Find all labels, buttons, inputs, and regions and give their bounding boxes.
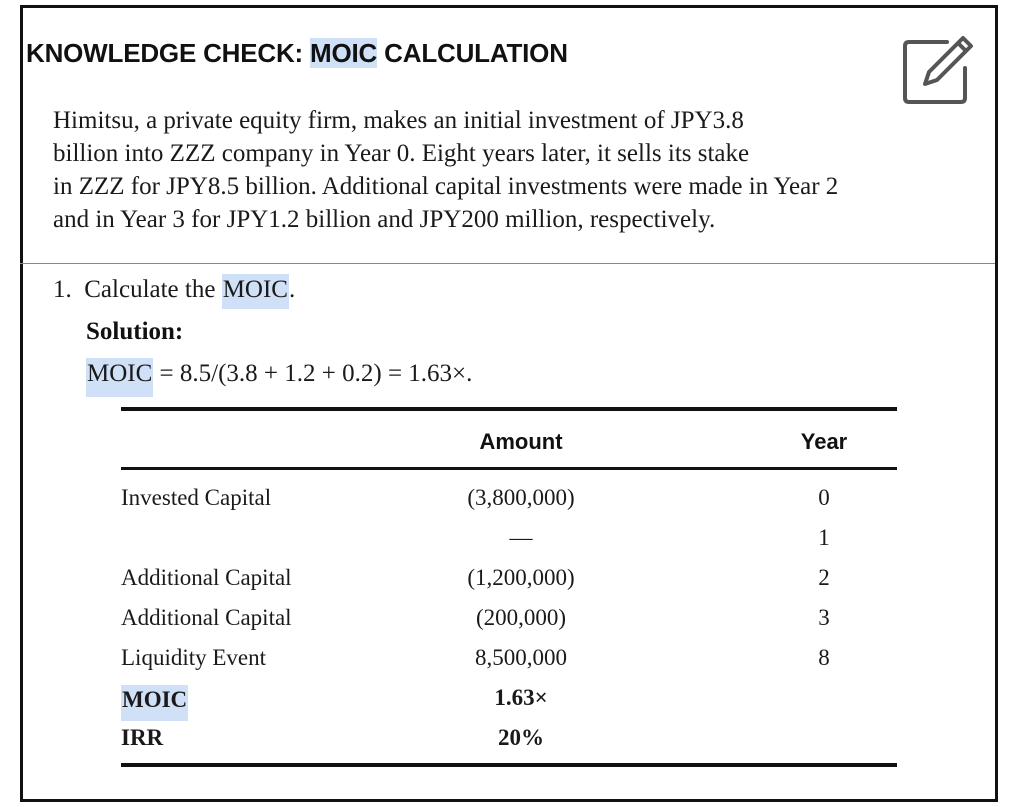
table-row	[121, 485, 897, 525]
solution-formula	[86, 360, 472, 388]
page-title	[26, 38, 568, 69]
intro-line: in ZZZ for JPY8.5 billion. Additional capital investments were made in Year 2	[53, 173, 839, 200]
row-amount: (1,200,000)	[467, 565, 575, 590]
intro-paragraph	[53, 104, 988, 236]
title-highlight: MOIC	[310, 38, 378, 68]
intro-line: billion into ZZZ company in Year 0. Eight years later, it sells its stake	[53, 140, 750, 167]
row-label: Additional Capital	[121, 565, 292, 590]
edit-icon[interactable]	[903, 32, 975, 104]
table-row	[121, 605, 897, 645]
row-amount: 20%	[498, 725, 544, 750]
row-amount: 1.63×	[494, 685, 548, 710]
solution-label: Solution:	[86, 318, 184, 345]
table-row-irr	[121, 725, 897, 765]
row-amount: 8,500,000	[475, 645, 567, 670]
table-header-year: Year	[800, 429, 848, 454]
row-amount: —	[509, 525, 533, 550]
formula-highlight: MOIC	[86, 358, 153, 397]
table-row-moic	[121, 685, 897, 725]
formula-rest: = 8.5/(3.8 + 1.2 + 0.2) = 1.63×.	[153, 360, 473, 387]
row-amount: (3,800,000)	[467, 485, 575, 510]
knowledge-check-box	[20, 5, 998, 802]
question-text-prefix: Calculate the	[84, 276, 222, 303]
title-suffix: CALCULATION	[377, 38, 568, 68]
question-1	[53, 276, 295, 304]
question-number: 1.	[53, 276, 72, 303]
table-header-rule	[121, 467, 897, 470]
table-row	[121, 645, 897, 685]
intro-line: and in Year 3 for JPY1.2 billion and JPY200 million, respectively.	[53, 206, 716, 233]
title-prefix: KNOWLEDGE CHECK:	[26, 38, 311, 68]
table-header-amount: Amount	[479, 429, 563, 454]
intro-line: Himitsu, a private equity firm, makes an initial investment of JPY3.8	[53, 107, 744, 134]
row-year: 1	[818, 525, 830, 550]
table-bottom-rule	[121, 763, 897, 767]
row-year: 0	[818, 485, 830, 510]
row-label: Additional Capital	[121, 605, 292, 630]
section-divider	[20, 263, 995, 264]
row-label: MOIC	[121, 685, 188, 721]
table-row	[121, 525, 897, 565]
table-row	[121, 565, 897, 605]
row-label: IRR	[121, 725, 164, 750]
table-top-rule	[121, 407, 897, 411]
row-year: 8	[818, 645, 830, 670]
question-text-suffix: .	[289, 276, 296, 303]
row-label: Invested Capital	[121, 485, 272, 510]
row-year: 3	[818, 605, 830, 630]
row-year: 2	[818, 565, 830, 590]
row-label: Liquidity Event	[121, 645, 267, 670]
row-amount: (200,000)	[475, 605, 567, 630]
question-highlight: MOIC	[222, 274, 289, 309]
